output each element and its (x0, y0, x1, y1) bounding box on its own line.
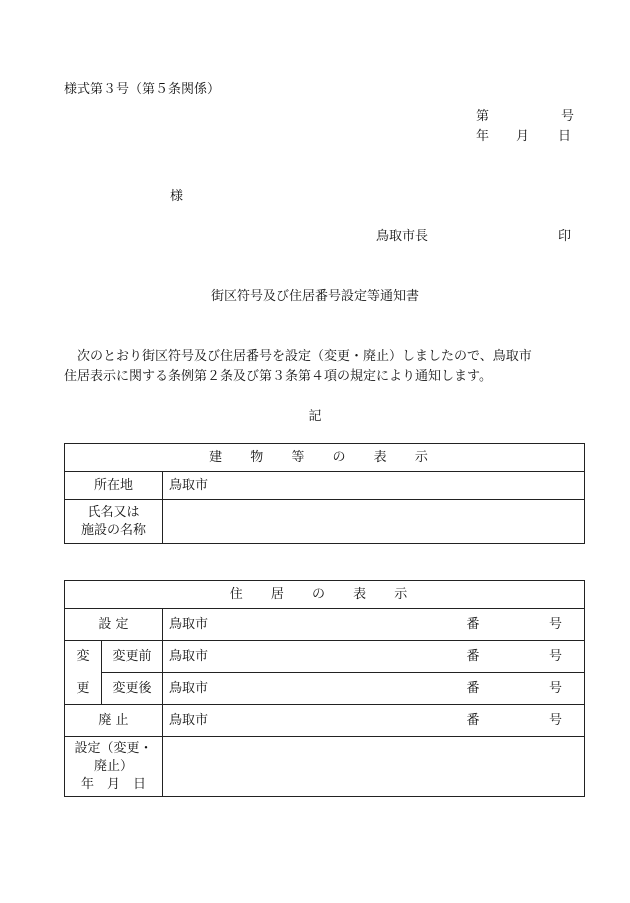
body-line-1: 次のとおり街区符号及び住居番号を設定（変更・廃止）しましたので、鳥取市 (77, 349, 532, 364)
abolish-ban: 番 (461, 705, 515, 737)
date-day: 日 (558, 129, 572, 144)
date-year: 年 (476, 129, 490, 144)
after-label: 変更後 (102, 673, 163, 705)
addressee-suffix: 様 (170, 189, 184, 204)
name-label (65, 500, 163, 544)
ki-mark: 記 (308, 409, 322, 424)
before-go: 号 (515, 641, 585, 673)
building-table-header: 建 物 等 の 表 示 (65, 444, 585, 472)
before-city[interactable]: 鳥取市 (163, 641, 461, 673)
setting-ban: 番 (461, 609, 515, 641)
form-number: 様式第３号（第５条関係） (64, 82, 221, 97)
change-label (65, 641, 102, 705)
before-label: 変更前 (102, 641, 163, 673)
location-label: 所在地 (65, 472, 163, 500)
seal-mark: 印 (558, 229, 572, 244)
after-ban: 番 (461, 673, 515, 705)
setting-go: 号 (515, 609, 585, 641)
date-month: 月 (516, 129, 530, 144)
residence-table-header: 住 居 の 表 示 (65, 581, 585, 609)
date-label-line-2: 廃止） (93, 758, 133, 774)
name-value[interactable] (163, 500, 585, 544)
document-title: 街区符号及び住居番号設定等通知書 (210, 289, 419, 304)
building-table (64, 443, 585, 544)
abolish-city[interactable]: 鳥取市 (163, 705, 461, 737)
abolish-go: 号 (515, 705, 585, 737)
body-line-2: 住居表示に関する条例第２条及び第３条第４項の規定により通知します。 (64, 369, 492, 384)
abolish-label: 廃 止 (65, 705, 163, 737)
change-label-line-2: 更 (76, 680, 90, 696)
name-label-line-2: 施設の名称 (80, 522, 146, 538)
name-label-line-1: 氏名又は (87, 504, 140, 520)
date-label (65, 737, 163, 797)
number-prefix: 第 (476, 109, 490, 124)
after-city[interactable]: 鳥取市 (163, 673, 461, 705)
date-label-line-1: 設定（変更・ (74, 740, 153, 756)
date-label-line-3: 年 月 日 (80, 776, 146, 792)
residence-table (64, 580, 585, 797)
issuer: 鳥取市長 (376, 229, 429, 244)
date-value[interactable] (163, 737, 585, 797)
change-label-line-1: 変 (76, 648, 90, 664)
location-value[interactable]: 鳥取市 (163, 472, 585, 500)
setting-city[interactable]: 鳥取市 (163, 609, 461, 641)
before-ban: 番 (461, 641, 515, 673)
number-suffix: 号 (561, 109, 575, 124)
setting-label: 設 定 (65, 609, 163, 641)
after-go: 号 (515, 673, 585, 705)
